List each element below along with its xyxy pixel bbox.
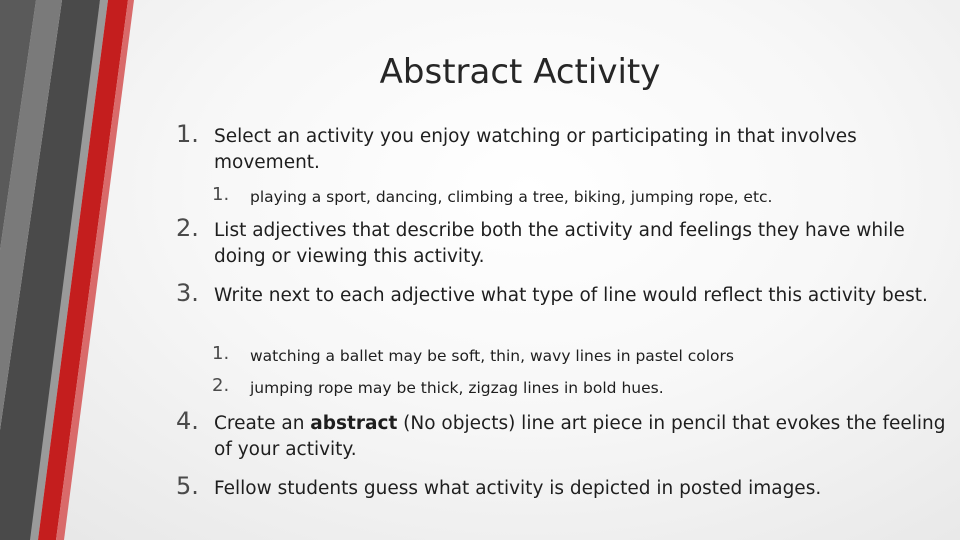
list-number: 2. [212,375,230,396]
list-number: 3. [176,279,199,307]
list-text: jumping rope may be thick, zigzag lines in bold hues. [250,379,664,397]
list-number: 1. [176,120,199,148]
list-text: Select an activity you enjoy watching or participating in that involves movement. [214,126,857,173]
list-number: 2. [176,214,199,242]
slide-title: Abstract Activity [379,52,661,92]
list-item-2 [176,214,946,270]
list-number: 5. [176,472,199,500]
list-item-3 [176,279,946,309]
sub-item-3-1 [212,345,932,367]
list-number: 1. [212,343,230,364]
bold-word: abstract [310,413,398,434]
sub-item-1-1 [212,186,932,208]
list-number: 4. [176,407,199,435]
list-item-4 [176,407,946,463]
list-text: watching a ballet may be soft, thin, wavy lines in pastel colors [250,347,734,365]
sub-item-3-2 [212,377,932,399]
list-text: Write next to each adjective what type of line would reflect this activity best. [214,285,928,306]
list-text [214,411,946,463]
text-before: Create an [214,413,311,434]
text-after: (No objects) line art piece in pencil that evokes the feeling of your activity. [214,413,946,460]
list-text: playing a sport, dancing, climbing a tree, biking, jumping rope, etc. [250,188,773,206]
list-item-1 [176,120,946,176]
list-item-5 [176,472,946,502]
list-text: List adjectives that describe both the activity and feelings they have while doing or viewing this activity. [214,220,905,267]
list-text: Fellow students guess what activity is depicted in posted images. [214,478,822,499]
list-number: 1. [212,184,230,205]
